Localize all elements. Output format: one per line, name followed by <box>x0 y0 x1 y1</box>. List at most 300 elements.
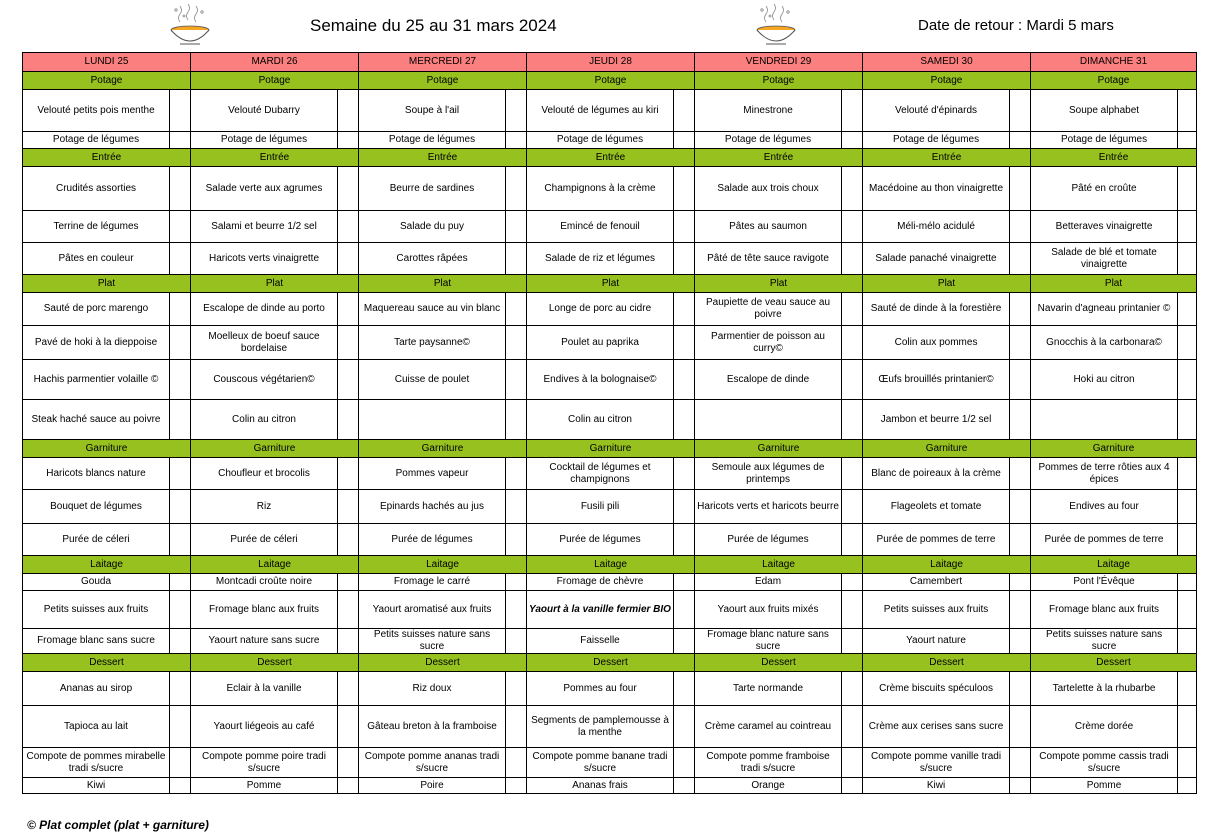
category-label: Entrée <box>695 149 863 167</box>
selection-box[interactable] <box>1178 132 1197 149</box>
menu-item: Champignons à la crème <box>527 167 674 211</box>
selection-box[interactable] <box>338 243 359 275</box>
menu-item: Colin aux pommes <box>863 326 1010 360</box>
menu-item: Terrine de légumes <box>23 211 170 243</box>
category-row <box>23 72 1197 90</box>
selection-box[interactable] <box>842 458 863 490</box>
selection-box[interactable] <box>842 778 863 794</box>
selection-box[interactable] <box>674 490 695 524</box>
category-label: Garniture <box>863 440 1031 458</box>
menu-item: Sauté de porc marengo <box>23 293 170 326</box>
menu-item: Colin au citron <box>191 400 338 440</box>
selection-box[interactable] <box>842 574 863 591</box>
selection-box[interactable] <box>1010 524 1031 556</box>
menu-item: Kiwi <box>23 778 170 794</box>
selection-box[interactable] <box>674 574 695 591</box>
menu-row <box>23 400 1197 440</box>
menu-item: Fromage le carré <box>359 574 506 591</box>
selection-box[interactable] <box>674 132 695 149</box>
weekly-menu-table <box>22 52 1197 794</box>
menu-item: Montcadi croûte noire <box>191 574 338 591</box>
menu-item: Purée de céleri <box>23 524 170 556</box>
menu-item: Endives au four <box>1031 490 1178 524</box>
day-header-row <box>23 53 1197 72</box>
menu-item: Tartelette à la rhubarbe <box>1031 672 1178 706</box>
menu-item: Petits suisses aux fruits <box>23 591 170 629</box>
menu-item: Pomme <box>1031 778 1178 794</box>
selection-box[interactable] <box>506 400 527 440</box>
menu-row <box>23 524 1197 556</box>
selection-box[interactable] <box>1010 400 1031 440</box>
category-label: Plat <box>1031 275 1197 293</box>
selection-box[interactable] <box>506 90 527 132</box>
menu-item: Longe de porc au cidre <box>527 293 674 326</box>
menu-item: Compote pomme framboise tradi s/sucre <box>695 748 842 778</box>
selection-box[interactable] <box>1178 360 1197 400</box>
menu-item: Macédoine au thon vinaigrette <box>863 167 1010 211</box>
menu-item: Potage de légumes <box>359 132 506 149</box>
menu-item: Navarin d'agneau printanier © <box>1031 293 1178 326</box>
category-label: Laitage <box>527 556 695 574</box>
menu-item: Velouté de légumes au kiri <box>527 90 674 132</box>
selection-box[interactable] <box>1178 672 1197 706</box>
menu-item: Haricots verts et haricots beurre <box>695 490 842 524</box>
selection-box[interactable] <box>506 672 527 706</box>
category-row <box>23 149 1197 167</box>
selection-box[interactable] <box>506 629 527 654</box>
selection-box[interactable] <box>1178 778 1197 794</box>
menu-item: Epinards hachés au jus <box>359 490 506 524</box>
selection-box[interactable] <box>170 293 191 326</box>
menu-item: Tapioca au lait <box>23 706 170 748</box>
selection-box[interactable] <box>674 778 695 794</box>
selection-box[interactable] <box>674 90 695 132</box>
menu-item: Endives à la bolognaise© <box>527 360 674 400</box>
selection-box[interactable] <box>842 243 863 275</box>
menu-item: Compote pomme banane tradi s/sucre <box>527 748 674 778</box>
selection-box[interactable] <box>506 574 527 591</box>
menu-item: Salade aux trois choux <box>695 167 842 211</box>
menu-item: Parmentier de poisson au curry© <box>695 326 842 360</box>
category-label: Laitage <box>863 556 1031 574</box>
category-label: Laitage <box>1031 556 1197 574</box>
soup-bowl-icon <box>752 2 800 48</box>
selection-box[interactable] <box>1178 167 1197 211</box>
selection-box[interactable] <box>1178 326 1197 360</box>
menu-item: Crème aux cerises sans sucre <box>863 706 1010 748</box>
category-row <box>23 440 1197 458</box>
category-label: Entrée <box>527 149 695 167</box>
selection-box[interactable] <box>1010 748 1031 778</box>
selection-box[interactable] <box>338 90 359 132</box>
footnote: © Plat complet (plat + garniture) <box>27 818 209 832</box>
menu-item: Purée de légumes <box>695 524 842 556</box>
menu-item: Velouté Dubarry <box>191 90 338 132</box>
selection-box[interactable] <box>1178 706 1197 748</box>
selection-box[interactable] <box>674 629 695 654</box>
selection-box[interactable] <box>842 591 863 629</box>
menu-item: Pont l'Évêque <box>1031 574 1178 591</box>
category-label: Garniture <box>695 440 863 458</box>
menu-item: Camembert <box>863 574 1010 591</box>
category-label: Dessert <box>863 654 1031 672</box>
menu-row <box>23 672 1197 706</box>
selection-box[interactable] <box>1178 400 1197 440</box>
selection-box[interactable] <box>170 458 191 490</box>
selection-box[interactable] <box>674 243 695 275</box>
category-label: Plat <box>695 275 863 293</box>
menu-item: Potage de légumes <box>1031 132 1178 149</box>
selection-box[interactable] <box>1010 326 1031 360</box>
menu-item: Soupe alphabet <box>1031 90 1178 132</box>
menu-item: Yaourt nature sans sucre <box>191 629 338 654</box>
menu-item: Purée de légumes <box>527 524 674 556</box>
selection-box[interactable] <box>842 706 863 748</box>
menu-item: Salade verte aux agrumes <box>191 167 338 211</box>
menu-item: Fromage blanc aux fruits <box>1031 591 1178 629</box>
selection-box[interactable] <box>170 167 191 211</box>
selection-box[interactable] <box>842 748 863 778</box>
category-label: Potage <box>695 72 863 90</box>
selection-box[interactable] <box>1178 591 1197 629</box>
menu-item: Kiwi <box>863 778 1010 794</box>
menu-row <box>23 591 1197 629</box>
category-label: Potage <box>1031 72 1197 90</box>
soup-bowl-icon <box>166 2 214 48</box>
category-label: Garniture <box>23 440 191 458</box>
category-row <box>23 654 1197 672</box>
selection-box[interactable] <box>506 132 527 149</box>
menu-item: Poire <box>359 778 506 794</box>
menu-row <box>23 326 1197 360</box>
menu-item: Hachis parmentier volaille © <box>23 360 170 400</box>
selection-box[interactable] <box>506 326 527 360</box>
menu-item: Tarte paysanne© <box>359 326 506 360</box>
selection-box[interactable] <box>170 672 191 706</box>
selection-box[interactable] <box>506 211 527 243</box>
menu-item: Fromage blanc nature sans sucre <box>695 629 842 654</box>
selection-box[interactable] <box>506 490 527 524</box>
selection-box[interactable] <box>338 293 359 326</box>
menu-item: Flageolets et tomate <box>863 490 1010 524</box>
category-label: Entrée <box>191 149 359 167</box>
menu-item: Paupiette de veau sauce au poivre <box>695 293 842 326</box>
menu-item: Escalope de dinde <box>695 360 842 400</box>
selection-box[interactable] <box>842 90 863 132</box>
menu-item: Pavé de hoki à la dieppoise <box>23 326 170 360</box>
menu-item: Œufs brouillés printanier© <box>863 360 1010 400</box>
menu-row <box>23 748 1197 778</box>
selection-box[interactable] <box>1010 629 1031 654</box>
menu-item: Potage de légumes <box>23 132 170 149</box>
category-label: Dessert <box>1031 654 1197 672</box>
selection-box[interactable] <box>506 748 527 778</box>
menu-item: Gnocchis à la carbonara© <box>1031 326 1178 360</box>
selection-box[interactable] <box>170 706 191 748</box>
category-label: Garniture <box>359 440 527 458</box>
menu-item: Pommes de terre rôties aux 4 épices <box>1031 458 1178 490</box>
selection-box[interactable] <box>1010 591 1031 629</box>
selection-box[interactable] <box>1010 167 1031 211</box>
selection-box[interactable] <box>338 591 359 629</box>
selection-box[interactable] <box>338 629 359 654</box>
selection-box[interactable] <box>338 326 359 360</box>
selection-box[interactable] <box>1010 90 1031 132</box>
selection-box[interactable] <box>1178 574 1197 591</box>
menu-item: Purée de pommes de terre <box>1031 524 1178 556</box>
menu-item: Petits suisses aux fruits <box>863 591 1010 629</box>
selection-box[interactable] <box>506 591 527 629</box>
selection-box[interactable] <box>338 706 359 748</box>
selection-box[interactable] <box>338 211 359 243</box>
selection-box[interactable] <box>506 778 527 794</box>
menu-item: Faisselle <box>527 629 674 654</box>
day-header: MARDI 26 <box>191 53 359 72</box>
selection-box[interactable] <box>506 360 527 400</box>
menu-row <box>23 490 1197 524</box>
menu-item: Betteraves vinaigrette <box>1031 211 1178 243</box>
menu-item: Escalope de dinde au porto <box>191 293 338 326</box>
selection-box[interactable] <box>674 591 695 629</box>
selection-box[interactable] <box>506 167 527 211</box>
menu-item: Purée de céleri <box>191 524 338 556</box>
menu-row <box>23 167 1197 211</box>
menu-item: Crème biscuits spéculoos <box>863 672 1010 706</box>
menu-item <box>1031 400 1178 440</box>
selection-box[interactable] <box>674 748 695 778</box>
menu-item: Fromage blanc sans sucre <box>23 629 170 654</box>
menu-item: Compote pomme poire tradi s/sucre <box>191 748 338 778</box>
menu-item: Pâtes au saumon <box>695 211 842 243</box>
selection-box[interactable] <box>674 326 695 360</box>
selection-box[interactable] <box>506 293 527 326</box>
selection-box[interactable] <box>674 524 695 556</box>
selection-box[interactable] <box>170 90 191 132</box>
menu-item: Méli-mélo acidulé <box>863 211 1010 243</box>
menu-item: Potage de légumes <box>191 132 338 149</box>
selection-box[interactable] <box>170 326 191 360</box>
menu-item: Riz <box>191 490 338 524</box>
day-header: JEUDI 28 <box>527 53 695 72</box>
selection-box[interactable] <box>338 524 359 556</box>
menu-item: Gouda <box>23 574 170 591</box>
selection-box[interactable] <box>674 400 695 440</box>
selection-box[interactable] <box>674 167 695 211</box>
menu-item: Choufleur et brocolis <box>191 458 338 490</box>
menu-item: Segments de pamplemousse à la menthe <box>527 706 674 748</box>
selection-box[interactable] <box>170 400 191 440</box>
selection-box[interactable] <box>842 400 863 440</box>
selection-box[interactable] <box>170 748 191 778</box>
selection-box[interactable] <box>842 672 863 706</box>
selection-box[interactable] <box>674 211 695 243</box>
selection-box[interactable] <box>1010 293 1031 326</box>
menu-item: Beurre de sardines <box>359 167 506 211</box>
day-header: DIMANCHE 31 <box>1031 53 1197 72</box>
selection-box[interactable] <box>338 400 359 440</box>
selection-box[interactable] <box>1010 490 1031 524</box>
category-label: Laitage <box>23 556 191 574</box>
selection-box[interactable] <box>1010 706 1031 748</box>
menu-item: Velouté petits pois menthe <box>23 90 170 132</box>
selection-box[interactable] <box>1010 672 1031 706</box>
menu-item: Haricots verts vinaigrette <box>191 243 338 275</box>
selection-box[interactable] <box>170 778 191 794</box>
menu-item: Compote pomme vanille tradi s/sucre <box>863 748 1010 778</box>
selection-box[interactable] <box>170 211 191 243</box>
category-label: Entrée <box>23 149 191 167</box>
selection-box[interactable] <box>842 293 863 326</box>
menu-item: Crème caramel au cointreau <box>695 706 842 748</box>
menu-item: Blanc de poireaux à la crème <box>863 458 1010 490</box>
category-label: Entrée <box>863 149 1031 167</box>
selection-box[interactable] <box>170 243 191 275</box>
category-label: Potage <box>527 72 695 90</box>
selection-box[interactable] <box>338 672 359 706</box>
menu-item: Compote pomme ananas tradi s/sucre <box>359 748 506 778</box>
selection-box[interactable] <box>170 524 191 556</box>
selection-box[interactable] <box>842 629 863 654</box>
selection-box[interactable] <box>1178 490 1197 524</box>
menu-row <box>23 574 1197 591</box>
menu-item: Semoule aux légumes de printemps <box>695 458 842 490</box>
menu-item: Petits suisses nature sans sucre <box>1031 629 1178 654</box>
menu-item: Yaourt nature <box>863 629 1010 654</box>
selection-box[interactable] <box>674 706 695 748</box>
menu-item: Pâtes en couleur <box>23 243 170 275</box>
menu-item: Haricots blancs nature <box>23 458 170 490</box>
category-label: Potage <box>191 72 359 90</box>
selection-box[interactable] <box>506 706 527 748</box>
menu-item: Pâté de tête sauce ravigote <box>695 243 842 275</box>
selection-box[interactable] <box>842 167 863 211</box>
selection-box[interactable] <box>338 360 359 400</box>
category-row <box>23 556 1197 574</box>
selection-box[interactable] <box>674 458 695 490</box>
selection-box[interactable] <box>338 748 359 778</box>
menu-item: Colin au citron <box>527 400 674 440</box>
menu-item: Riz doux <box>359 672 506 706</box>
category-label: Plat <box>359 275 527 293</box>
selection-box[interactable] <box>170 132 191 149</box>
menu-item: Eclair à la vanille <box>191 672 338 706</box>
selection-box[interactable] <box>842 132 863 149</box>
selection-box[interactable] <box>1010 458 1031 490</box>
menu-item: Fusili pili <box>527 490 674 524</box>
selection-box[interactable] <box>674 672 695 706</box>
selection-box[interactable] <box>1178 748 1197 778</box>
menu-row <box>23 360 1197 400</box>
selection-box[interactable] <box>506 524 527 556</box>
menu-item: Pommes au four <box>527 672 674 706</box>
menu-item: Pâté en croûte <box>1031 167 1178 211</box>
selection-box[interactable] <box>506 458 527 490</box>
selection-box[interactable] <box>1010 211 1031 243</box>
selection-box[interactable] <box>170 490 191 524</box>
selection-box[interactable] <box>1010 132 1031 149</box>
menu-item <box>359 400 506 440</box>
selection-box[interactable] <box>842 490 863 524</box>
selection-box[interactable] <box>1010 778 1031 794</box>
menu-item: Poulet au paprika <box>527 326 674 360</box>
selection-box[interactable] <box>1178 90 1197 132</box>
day-header: LUNDI 25 <box>23 53 191 72</box>
selection-box[interactable] <box>842 211 863 243</box>
category-label: Plat <box>863 275 1031 293</box>
selection-box[interactable] <box>842 524 863 556</box>
menu-item: Yaourt aromatisé aux fruits <box>359 591 506 629</box>
day-header: MERCREDI 27 <box>359 53 527 72</box>
selection-box[interactable] <box>338 574 359 591</box>
menu-item: Potage de légumes <box>527 132 674 149</box>
selection-box[interactable] <box>1178 243 1197 275</box>
selection-box[interactable] <box>338 490 359 524</box>
selection-box[interactable] <box>674 293 695 326</box>
category-label: Laitage <box>695 556 863 574</box>
selection-box[interactable] <box>1010 574 1031 591</box>
menu-row <box>23 90 1197 132</box>
selection-box[interactable] <box>170 360 191 400</box>
selection-box[interactable] <box>674 360 695 400</box>
menu-item: Crudités assorties <box>23 167 170 211</box>
selection-box[interactable] <box>338 778 359 794</box>
menu-row <box>23 293 1197 326</box>
category-label: Plat <box>527 275 695 293</box>
menu-item: Cocktail de légumes et champignons <box>527 458 674 490</box>
selection-box[interactable] <box>1178 629 1197 654</box>
selection-box[interactable] <box>338 458 359 490</box>
menu-item: Emincé de fenouil <box>527 211 674 243</box>
return-date: Date de retour : Mardi 5 mars <box>918 17 1114 34</box>
selection-box[interactable] <box>1178 293 1197 326</box>
menu-item: Jambon et beurre 1/2 sel <box>863 400 1010 440</box>
selection-box[interactable] <box>1178 458 1197 490</box>
category-row <box>23 275 1197 293</box>
menu-item: Compote de pommes mirabelle tradi s/sucre <box>23 748 170 778</box>
day-header: SAMEDI 30 <box>863 53 1031 72</box>
menu-item: Salade de riz et légumes <box>527 243 674 275</box>
menu-row <box>23 243 1197 275</box>
selection-box[interactable] <box>506 243 527 275</box>
selection-box[interactable] <box>170 629 191 654</box>
selection-box[interactable] <box>842 326 863 360</box>
menu-item: Soupe à l'ail <box>359 90 506 132</box>
category-label: Potage <box>23 72 191 90</box>
menu-item: Hoki au citron <box>1031 360 1178 400</box>
menu-item: Yaourt à la vanille fermier BIO <box>527 591 674 629</box>
menu-row <box>23 706 1197 748</box>
selection-box[interactable] <box>1178 211 1197 243</box>
selection-box[interactable] <box>1010 360 1031 400</box>
category-label: Entrée <box>359 149 527 167</box>
category-label: Plat <box>191 275 359 293</box>
menu-item: Salami et beurre 1/2 sel <box>191 211 338 243</box>
selection-box[interactable] <box>842 360 863 400</box>
selection-box[interactable] <box>170 574 191 591</box>
selection-box[interactable] <box>1010 243 1031 275</box>
selection-box[interactable] <box>170 591 191 629</box>
menu-row <box>23 458 1197 490</box>
selection-box[interactable] <box>338 132 359 149</box>
category-label: Potage <box>359 72 527 90</box>
menu-item: Potage de légumes <box>695 132 842 149</box>
menu-item: Petits suisses nature sans sucre <box>359 629 506 654</box>
selection-box[interactable] <box>338 167 359 211</box>
menu-item: Moelleux de boeuf sauce bordelaise <box>191 326 338 360</box>
category-label: Dessert <box>359 654 527 672</box>
menu-item: Potage de légumes <box>863 132 1010 149</box>
selection-box[interactable] <box>1178 524 1197 556</box>
